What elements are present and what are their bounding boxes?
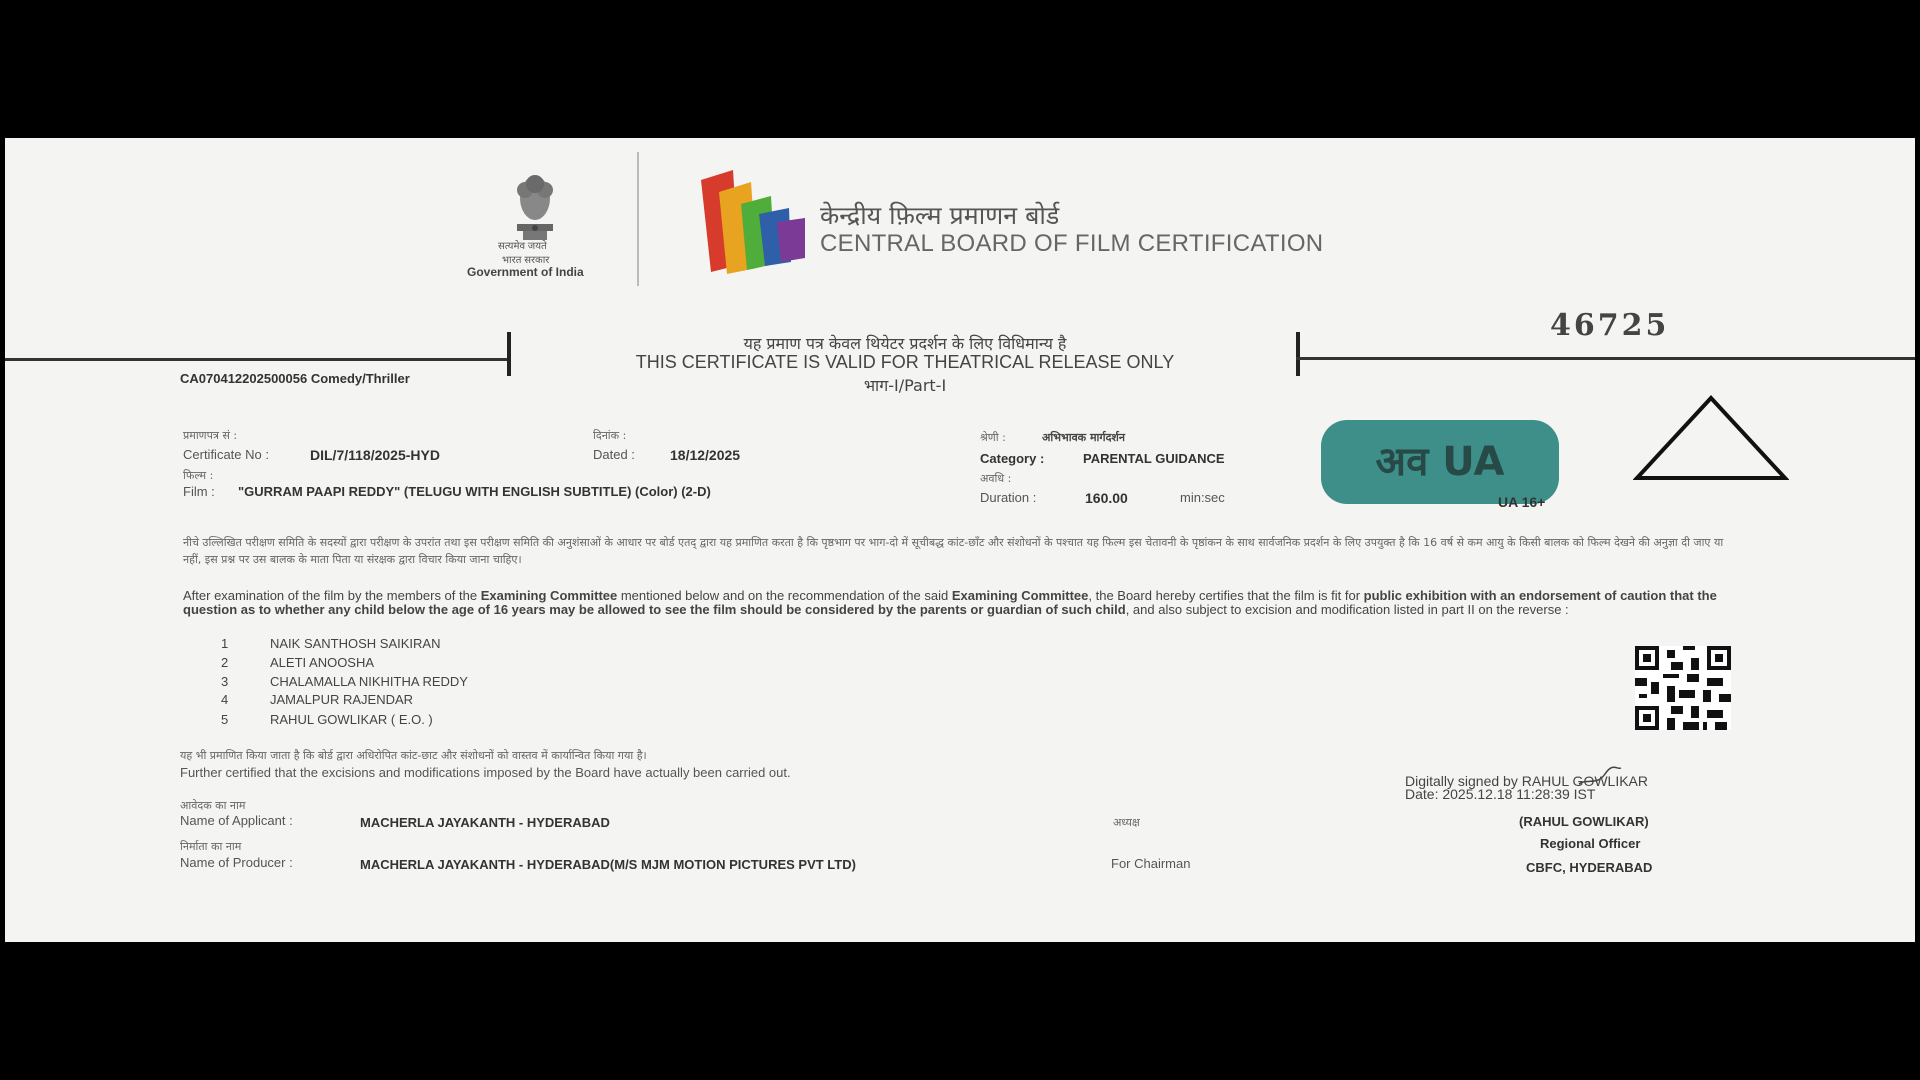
gov-hindi: भारत सरकार [502,255,550,266]
header-divider [637,152,639,286]
qr-code-icon [1635,646,1731,730]
producer-value: MACHERLA JAYAKANTH - HYDERABAD(M/S MJM MOTION PICTURES PVT LTD) [360,857,856,872]
certification-paragraph-english: After examination of the film by the members of the Examining Committee mentioned below and on the recommendation of the said Examining Committee, the Board hereby certifies that the film is fit for public exhibition with an endorsement of caution that the question as to whether any child below the age of 16 years may be allowed to see the film should be considered by the parents or guardian of such child, and also subject to excision and modification listed in part II on the reverse : [183,588,1717,617]
date-value: 18/12/2025 [670,447,741,463]
board-name-english: CENTRAL BOARD OF FILM CERTIFICATION [820,230,1324,257]
member-name: JAMALPUR RAJENDAR [270,692,414,707]
member-name: RAHUL GOWLIKAR ( E.O. ) [270,712,433,727]
ua-rating-stamp: अव UA [1321,420,1559,504]
banner-english: THIS CERTIFICATE IS VALID FOR THEATRICAL RELEASE ONLY [635,352,1175,372]
applicant-label: Name of Applicant : [180,813,293,828]
digital-signature-line1: Digitally signed by RAHUL GOWLIKAR [1405,773,1649,789]
cbfc-logo-icon [693,160,809,280]
cert-no-label-hindi: प्रमाणपत्र सं : [183,429,238,442]
category-label: Category : [980,451,1045,466]
applicant-value: MACHERLA JAYAKANTH - HYDERABAD [360,815,610,830]
category-value-hindi: अभिभावक मार्गदर्शन [1042,431,1126,444]
member-number: 1 [221,636,229,651]
certificate-document [5,138,1915,942]
film-title: "GURRAM PAAPI REDDY" (TELUGU WITH ENGLISH SUBTITLE) (Color) (2-D) [238,484,711,499]
banner-hindi: यह प्रमाण पत्र केवल थियेटर प्रदर्शन के लिए विधिमान्य है [743,334,1067,353]
duration-unit: min:sec [1180,490,1225,505]
chairman-label-hindi: अध्यक्ष [1113,816,1140,829]
rule-left [5,358,510,361]
triangle-icon [1633,394,1789,482]
signatory-title: Regional Officer [1540,836,1641,851]
banner-part: भाग-I/Part-I [863,376,947,395]
film-label-hindi: फिल्म : [183,469,214,482]
signatory-office: CBFC, HYDERABAD [1526,860,1653,875]
category-label-hindi: श्रेणी : [980,431,1006,444]
serial-number: 46725 [1550,308,1670,343]
member-number: 5 [221,712,229,727]
member-number: 3 [221,674,229,689]
further-certified-english: Further certified that the excisions and modifications imposed by the Board have actually been carried out. [180,765,791,780]
emblem-motto: सत्यमेव जयते [498,241,547,252]
chairman-label: For Chairman [1111,856,1191,871]
cert-no-label: Certificate No : [183,447,269,462]
duration-value: 160.00 [1085,490,1128,506]
date-label: Dated : [593,447,635,462]
gov-english: Government of India [467,265,584,279]
member-number: 2 [221,655,229,670]
member-number: 4 [221,692,229,707]
date-label-hindi: दिनांक : [593,429,627,442]
certification-paragraph-hindi: नीचे उल्लिखित परीक्षण समिति के सदस्यों द्वारा परीक्षण के उपरांत तथा इस परीक्षण समिति की अनुशंसाओं के आधार पर बोर्ड एतद् द्वारा यह प्रमाणित करता है कि पृष्ठभाग पर भाग-दो में सूचीबद्ध कांट-छाँट और संशोधनों के पश्चात यह फिल्म इस चेतावनी के पृष्ठांकन के साथ सार्वजनिक प्रदर्शन के लिए उपयुक्त है कि 16 वर्ष से कम आयु के किसी बालक को फिल्म देखने की अनुज्ञा दी जाए या नहीं, इस प्रश्न पर उस बालक के माता पिता या संरक्षक द्वारा विचार किया जाना चाहिए। [183,536,1724,566]
further-certified-hindi: यह भी प्रमाणित किया जाता है कि बोर्ड द्वारा अधिरोपित कांट-छाट और संशोधनों को वास्तव में कार्यान्वित किया गया है। [180,749,647,762]
reference-code: CA070412202500056 Comedy/Thriller [180,371,410,386]
category-value: PARENTAL GUIDANCE [1083,451,1225,466]
member-name: NAIK SANTHOSH SAIKIRAN [270,636,441,651]
member-name: CHALAMALLA NIKHITHA REDDY [270,674,468,689]
duration-label-hindi: अवधि : [980,472,1012,485]
signature-mark-icon [1577,766,1623,788]
board-name-hindi: केन्द्रीय फ़िल्म प्रमाणन बोर्ड [820,201,1060,230]
rule-right [1296,357,1915,360]
duration-label: Duration : [980,490,1037,505]
ua-16-label: UA 16+ [1498,494,1546,510]
national-emblem-icon [495,168,575,248]
producer-label-hindi: निर्माता का नाम [180,840,242,853]
signatory-name: (RAHUL GOWLIKAR) [1519,814,1649,829]
applicant-label-hindi: आवेदक का नाम [180,799,246,812]
producer-label: Name of Producer : [180,855,293,870]
digital-signature-line2: Date: 2025.12.18 11:28:39 IST [1405,786,1596,802]
film-label: Film : [183,484,215,499]
member-name: ALETI ANOOSHA [270,655,375,670]
cert-no-value: DIL/7/118/2025-HYD [310,447,440,463]
